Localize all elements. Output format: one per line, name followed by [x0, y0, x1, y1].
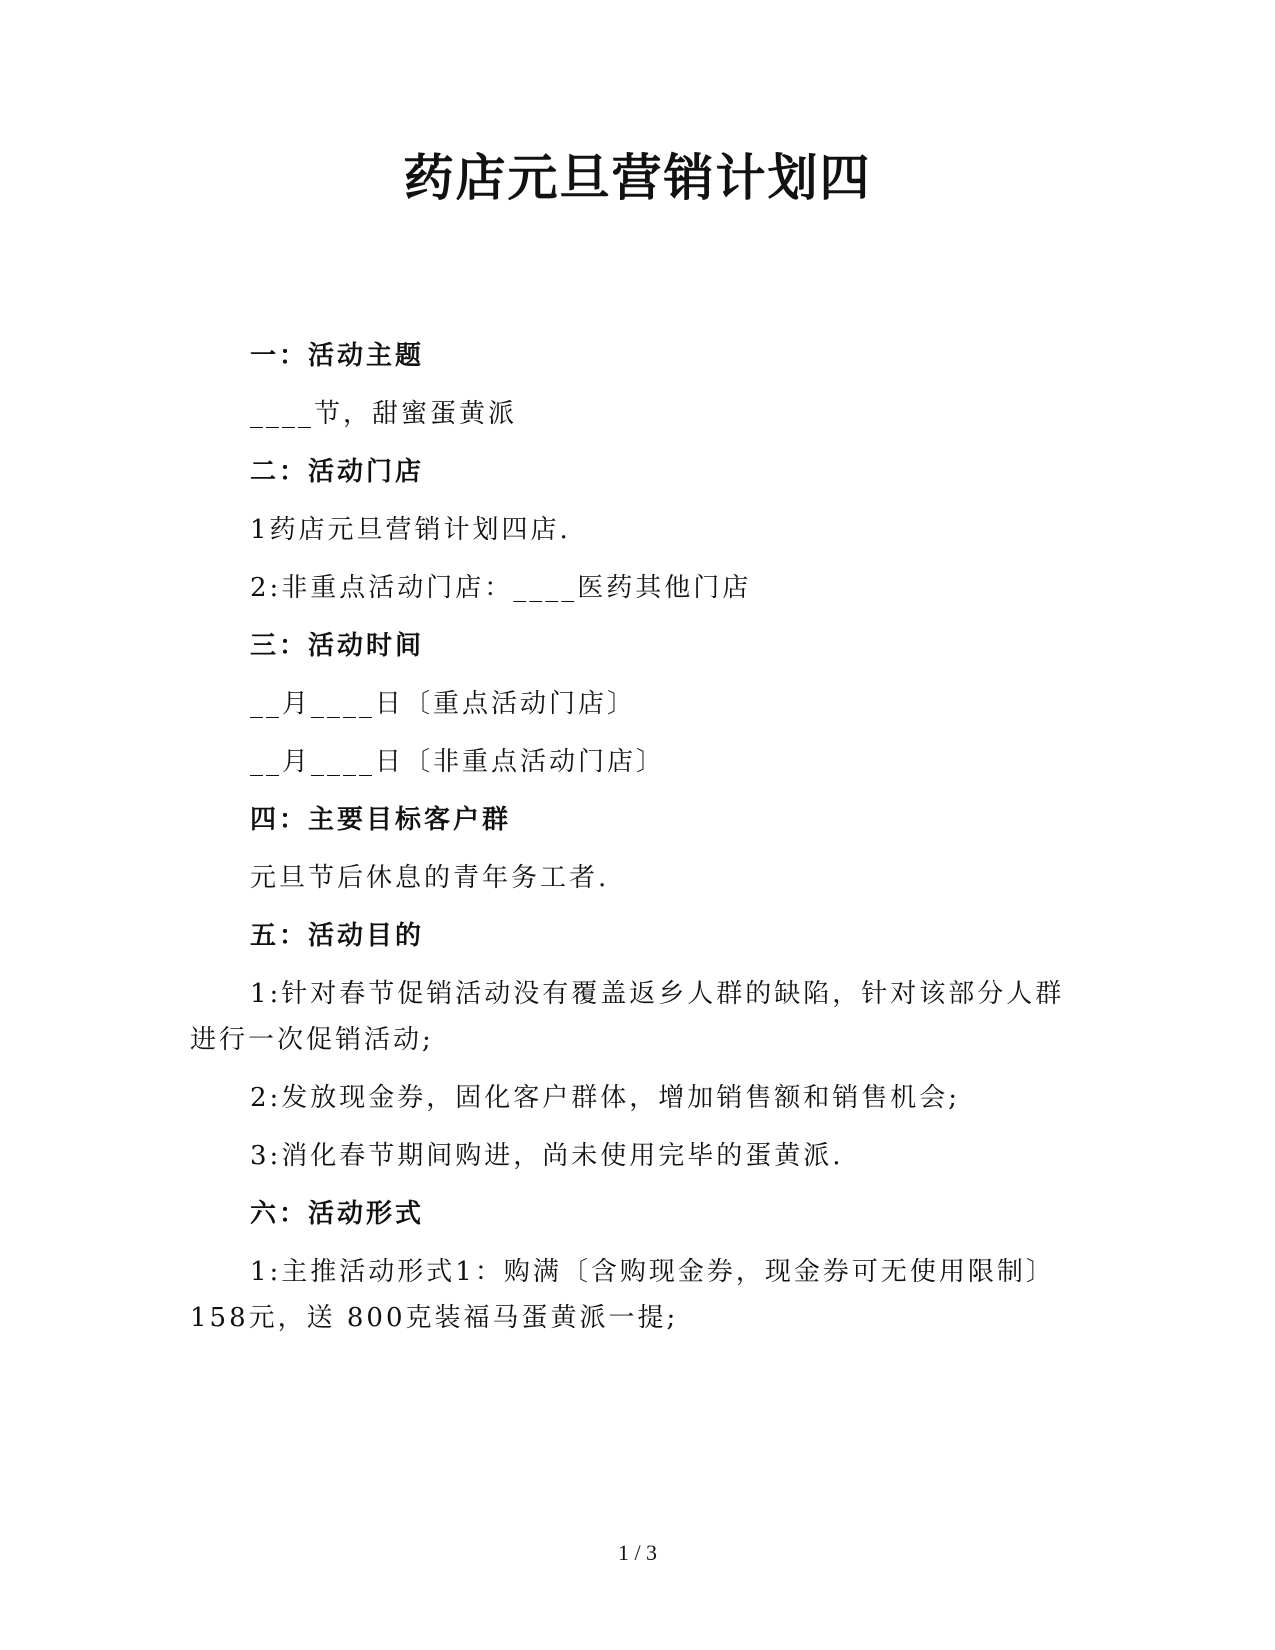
section-heading-purpose: 五：活动目的 — [250, 921, 425, 951]
section-heading-target-customers: 四：主要目标客户群 — [250, 805, 512, 835]
section-heading-time: 三：活动时间 — [250, 631, 425, 661]
section-text: 1药店元旦营销计划四店. — [250, 515, 571, 545]
section-text: 3:消化春节期间购进，尚未使用完毕的蛋黄派. — [250, 1141, 844, 1171]
section-heading-theme: 一：活动主题 — [250, 341, 425, 371]
document-title: 药店元旦营销计划四 — [403, 148, 872, 207]
section-paragraph: 1:主推活动形式1：购满〔含购现金券，现金券可无使用限制〕158元，送 800克装福马蛋黄派一提; — [190, 1257, 1055, 1333]
section-text: __月____日〔非重点活动门店〕 — [250, 747, 666, 777]
document-body — [190, 327, 1090, 1347]
section-text: __月____日〔重点活动门店〕 — [250, 689, 637, 719]
section-text: 2:非重点活动门店：____医药其他门店 — [250, 573, 752, 603]
section-text: ____节，甜蜜蛋黄派 — [250, 399, 518, 429]
page-number: 1 / 3 — [617, 1540, 658, 1565]
section-heading-format: 六：活动形式 — [250, 1199, 425, 1229]
section-text: 元旦节后休息的青年务工者. — [250, 863, 610, 893]
section-paragraph: 1:针对春节促销活动没有覆盖返乡人群的缺陷，针对该部分人群进行一次促销活动; — [190, 979, 1065, 1055]
section-text: 2:发放现金券，固化客户群体，增加销售额和销售机会; — [250, 1083, 961, 1113]
section-heading-stores: 二：活动门店 — [250, 457, 425, 487]
